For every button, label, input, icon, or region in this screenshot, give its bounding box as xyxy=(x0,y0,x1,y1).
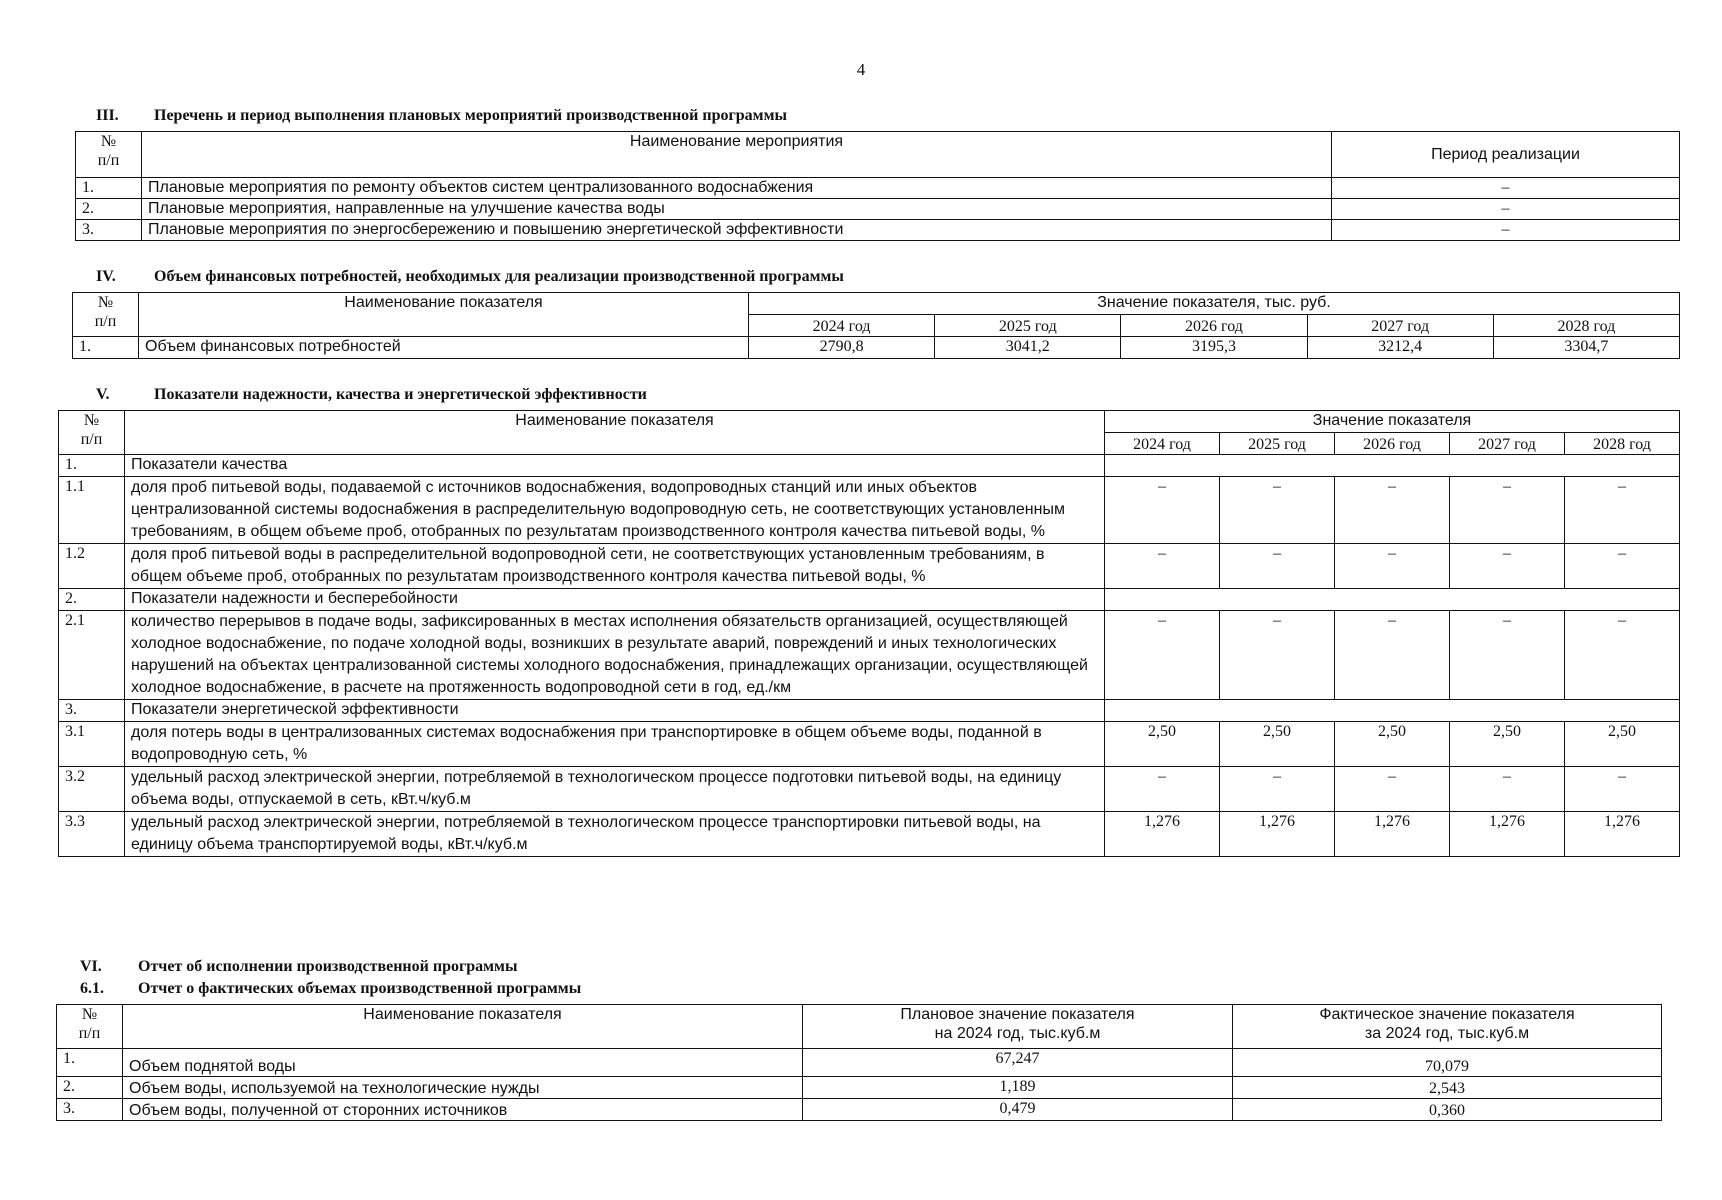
header-name: Наименование мероприятия xyxy=(142,132,1332,178)
group-name: Показатели качества xyxy=(125,455,1105,477)
row-value: – xyxy=(1450,767,1565,812)
year-header: 2024 год xyxy=(749,315,935,337)
section-3-number: III. xyxy=(96,107,119,124)
row-name: Плановые мероприятия по энергосбережению и повышению энергетической эффективности xyxy=(142,220,1332,241)
row-value: 1,276 xyxy=(1565,812,1680,857)
row-value: – xyxy=(1105,611,1220,700)
row-value: 3304,7 xyxy=(1493,337,1679,359)
group-row xyxy=(59,700,1680,722)
row-number: 1.2 xyxy=(59,544,125,589)
row-name: удельный расход электрической энергии, потребляемой в технологическом процессе транспортировки питьевой воды, на единицу объема транспортируемой воды, кВт.ч/куб.м xyxy=(125,812,1105,857)
header-value: Значение показателя xyxy=(1105,411,1680,433)
row-value: – xyxy=(1105,767,1220,812)
header-num: № п/п xyxy=(73,293,139,337)
row-number: 1. xyxy=(76,178,142,199)
row-number: 3. xyxy=(57,1099,123,1121)
section-6-1-title xyxy=(80,980,581,998)
row-value: – xyxy=(1105,477,1220,544)
header-value: Значение показателя, тыс. руб. xyxy=(749,293,1680,315)
year-header: 2028 год xyxy=(1493,315,1679,337)
table-row xyxy=(59,477,1680,544)
section-6-number: VI. xyxy=(80,958,102,975)
row-value: 1,276 xyxy=(1335,812,1450,857)
section-4-table xyxy=(72,292,1680,359)
row-value: 2,50 xyxy=(1220,722,1335,767)
table-row xyxy=(76,199,1680,220)
table-row xyxy=(57,1049,1662,1077)
row-name: Объем поднятой воды xyxy=(123,1049,803,1077)
row-value: – xyxy=(1565,477,1680,544)
row-value: 3195,3 xyxy=(1121,337,1307,359)
section-6-1-heading: Отчет о фактических объемах производственной программы xyxy=(138,980,582,997)
row-value: – xyxy=(1450,544,1565,589)
year-header: 2024 год xyxy=(1105,433,1220,455)
row-value: 2,50 xyxy=(1565,722,1680,767)
row-value: – xyxy=(1450,611,1565,700)
table-row xyxy=(59,611,1680,700)
header-num: № п/п xyxy=(57,1005,123,1049)
row-value: 2,50 xyxy=(1450,722,1565,767)
table-header-row xyxy=(76,132,1680,178)
row-value: 2,50 xyxy=(1105,722,1220,767)
row-number: 3.2 xyxy=(59,767,125,812)
header-name: Наименование показателя xyxy=(139,293,749,337)
year-header: 2026 год xyxy=(1121,315,1307,337)
header-period: Период реализации xyxy=(1332,132,1680,178)
year-header: 2027 год xyxy=(1450,433,1565,455)
group-name: Показатели надежности и бесперебойности xyxy=(125,589,1105,611)
group-filler xyxy=(1105,700,1680,722)
row-value: 1,276 xyxy=(1105,812,1220,857)
row-period: – xyxy=(1332,220,1680,241)
group-number: 1. xyxy=(59,455,125,477)
row-value: – xyxy=(1105,544,1220,589)
row-value: 2,50 xyxy=(1335,722,1450,767)
table-header-row xyxy=(57,1005,1662,1049)
table-row xyxy=(59,722,1680,767)
row-name: доля потерь воды в централизованных системах водоснабжения при транспортировке в общем объеме воды, поданной в водопроводную сеть, % xyxy=(125,722,1105,767)
row-value: – xyxy=(1335,611,1450,700)
row-number: 2. xyxy=(76,199,142,220)
section-5-number: V. xyxy=(96,386,110,403)
row-number: 2.1 xyxy=(59,611,125,700)
row-fact: 70,079 xyxy=(1233,1049,1662,1077)
row-number: 3.1 xyxy=(59,722,125,767)
section-3-heading: Перечень и период выполнения плановых мероприятий производственной программы xyxy=(154,107,787,124)
table-row xyxy=(76,220,1680,241)
row-number: 1. xyxy=(73,337,139,359)
section-6-heading: Отчет об исполнении производственной программы xyxy=(138,958,518,975)
header-name: Наименование показателя xyxy=(123,1005,803,1049)
row-plan: 1,189 xyxy=(803,1077,1233,1099)
row-plan: 0,479 xyxy=(803,1099,1233,1121)
row-number: 3. xyxy=(76,220,142,241)
table-row xyxy=(76,178,1680,199)
row-name: Плановые мероприятия по ремонту объектов систем централизованного водоснабжения xyxy=(142,178,1332,199)
row-value: – xyxy=(1220,544,1335,589)
table-row xyxy=(57,1077,1662,1099)
group-filler xyxy=(1105,589,1680,611)
row-number: 3.3 xyxy=(59,812,125,857)
header-plan: Плановое значение показателя на 2024 год, тыс.куб.м xyxy=(803,1005,1233,1049)
row-fact: 0,360 xyxy=(1233,1099,1662,1121)
row-value: – xyxy=(1450,477,1565,544)
row-value: 1,276 xyxy=(1220,812,1335,857)
section-5-table xyxy=(58,410,1680,857)
row-name: количество перерывов в подаче воды, зафиксированных в местах исполнения обязательств организацией, осуществляющей холодное водоснабжение, по подаче холодной воды, возникших в результате аварий, повреждений и иных технологических нарушений на объектах централизованной системы холодного водоснабжения, принадлежащих организации, осуществляющей холодное водоснабжение, в расчете на протяженность водопроводной сети в год, ед./км xyxy=(125,611,1105,700)
row-value: 3041,2 xyxy=(935,337,1121,359)
row-name: доля проб питьевой воды в распределительной водопроводной сети, не соответствующих установленным требованиям, в общем объеме проб, отобранных по результатам производственного контроля качества питьевой воды, % xyxy=(125,544,1105,589)
row-number: 2. xyxy=(57,1077,123,1099)
year-header: 2027 год xyxy=(1307,315,1493,337)
table-row xyxy=(59,544,1680,589)
row-value: – xyxy=(1220,477,1335,544)
row-number: 1.1 xyxy=(59,477,125,544)
row-name: Объем воды, используемой на технологические нужды xyxy=(123,1077,803,1099)
row-value: – xyxy=(1220,767,1335,812)
group-number: 3. xyxy=(59,700,125,722)
section-3-title xyxy=(96,107,787,125)
table-row xyxy=(59,767,1680,812)
group-filler xyxy=(1105,455,1680,477)
header-fact: Фактическое значение показателя за 2024 год, тыс.куб.м xyxy=(1233,1005,1662,1049)
year-header: 2028 год xyxy=(1565,433,1680,455)
row-value: – xyxy=(1335,767,1450,812)
row-value: – xyxy=(1335,544,1450,589)
year-header: 2025 год xyxy=(1220,433,1335,455)
row-number: 1. xyxy=(57,1049,123,1077)
row-plan: 67,247 xyxy=(803,1049,1233,1077)
year-header: 2025 год xyxy=(935,315,1121,337)
section-6-table xyxy=(56,1004,1662,1121)
row-value: – xyxy=(1335,477,1450,544)
table-row xyxy=(57,1099,1662,1121)
section-4-number: IV. xyxy=(96,268,116,285)
row-value: – xyxy=(1220,611,1335,700)
header-num: № п/п xyxy=(59,411,125,455)
row-name: удельный расход электрической энергии, потребляемой в технологическом процессе подготовки питьевой воды, на единицу объема воды, отпускаемой в сеть, кВт.ч/куб.м xyxy=(125,767,1105,812)
row-name: Плановые мероприятия, направленные на улучшение качества воды xyxy=(142,199,1332,220)
row-period: – xyxy=(1332,178,1680,199)
header-name: Наименование показателя xyxy=(125,411,1105,455)
group-row xyxy=(59,455,1680,477)
section-6-1-number: 6.1. xyxy=(80,980,104,997)
table-row xyxy=(59,812,1680,857)
row-value: – xyxy=(1565,544,1680,589)
section-5-title xyxy=(96,386,647,404)
section-6-title xyxy=(80,958,517,976)
row-value: 2790,8 xyxy=(749,337,935,359)
row-value: 1,276 xyxy=(1450,812,1565,857)
header-num: № п/п xyxy=(76,132,142,178)
table-header-row xyxy=(59,411,1680,433)
row-value: – xyxy=(1565,767,1680,812)
group-number: 2. xyxy=(59,589,125,611)
section-4-title xyxy=(96,268,844,286)
row-name: Объем финансовых потребностей xyxy=(139,337,749,359)
group-name: Показатели энергетической эффективности xyxy=(125,700,1105,722)
section-3-table xyxy=(75,131,1680,241)
row-period: – xyxy=(1332,199,1680,220)
table-row xyxy=(73,337,1680,359)
table-header-row xyxy=(73,293,1680,315)
year-header: 2026 год xyxy=(1335,433,1450,455)
row-fact: 2,543 xyxy=(1233,1077,1662,1099)
row-name: Объем воды, полученной от сторонних источников xyxy=(123,1099,803,1121)
row-value: 3212,4 xyxy=(1307,337,1493,359)
row-value: – xyxy=(1565,611,1680,700)
section-4-heading: Объем финансовых потребностей, необходимых для реализации производственной программы xyxy=(154,268,844,285)
row-name: доля проб питьевой воды, подаваемой с источников водоснабжения, водопроводных станций или иных объектов централизованной системы водоснабжения в распределительную водопроводную сеть, не соответствующих установленным требованиям, в общем объеме проб, отобранных по результатам производственного контроля качества питьевой воды, % xyxy=(125,477,1105,544)
page-number: 4 xyxy=(856,60,866,79)
group-row xyxy=(59,589,1680,611)
section-5-heading: Показатели надежности, качества и энергетической эффективности xyxy=(154,386,647,403)
